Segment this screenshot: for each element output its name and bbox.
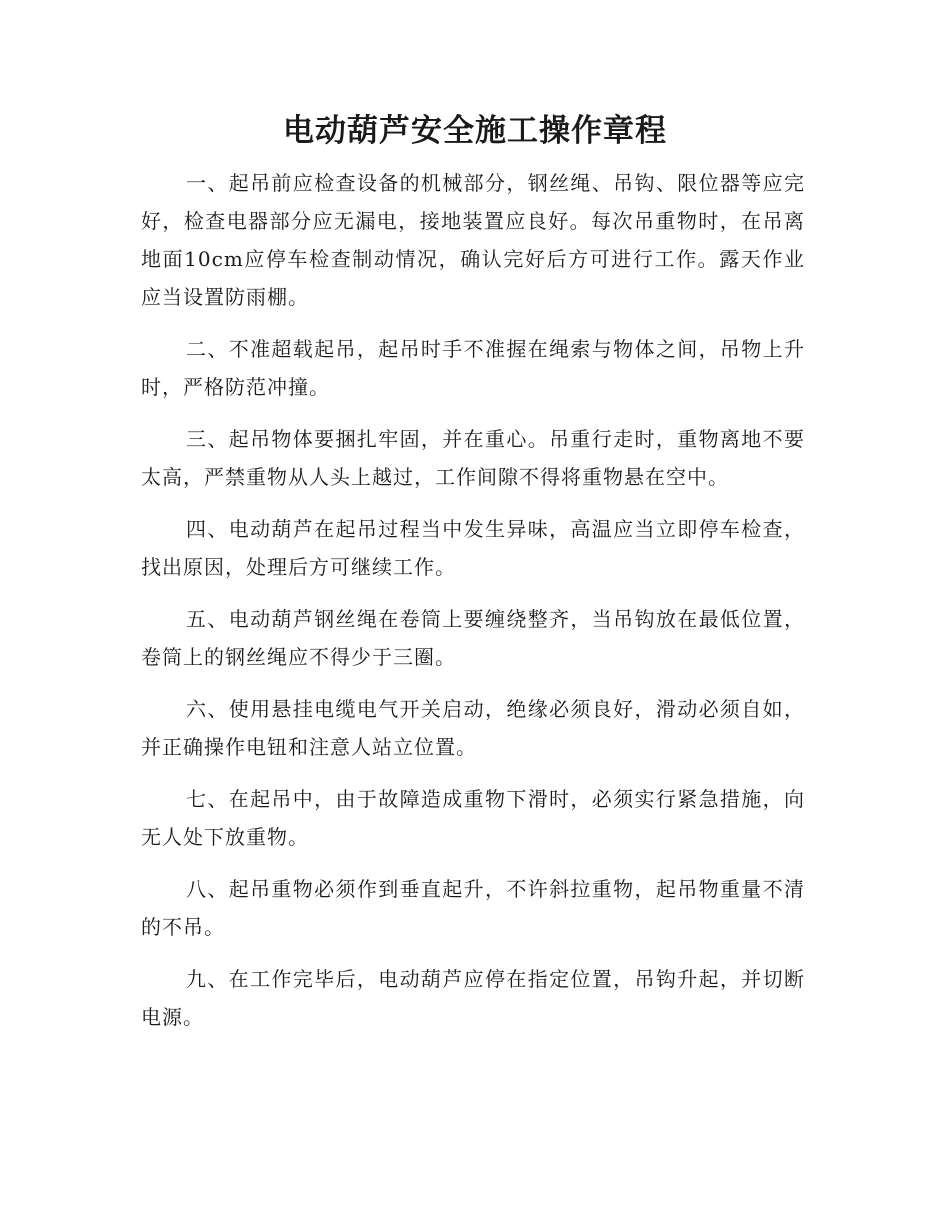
- paragraph-6: 六、使用悬挂电缆电气开关启动，绝缘必须良好，滑动必须自如，并正确操作电钮和注意人站立位置。: [141, 697, 805, 759]
- paragraph-9: 九、在工作完毕后，电动葫芦应停在指定位置，吊钩升起，并切断电源。: [141, 967, 805, 1029]
- paragraph-8: 八、起吊重物必须作到垂直起升，不许斜拉重物，起吊物重量不清的不吊。: [141, 877, 805, 939]
- paragraph-4: 四、电动葫芦在起吊过程当中发生异味，高温应当立即停车检查，找出原因，处理后方可继续工作。: [141, 517, 805, 579]
- paragraph-7: 七、在起吊中，由于故障造成重物下滑时，必须实行紧急措施，向无人处下放重物。: [141, 787, 805, 849]
- paragraph-3: 三、起吊物体要捆扎牢固，并在重心。吊重行走时，重物离地不要太高，严禁重物从人头上越过，工作间隙不得将重物悬在空中。: [141, 427, 805, 489]
- document-title: 电动葫芦安全施工操作章程: [283, 113, 667, 149]
- paragraph-1: 一、起吊前应检查设备的机械部分，钢丝绳、吊钩、限位器等应完好，检查电器部分应无漏电，接地装置应良好。每次吊重物时，在吊离地面10cm应停车检查制动情况，确认完好后方可进行工作。露天作业应当设置防雨棚。: [141, 171, 805, 309]
- paragraph-2: 二、不准超载起吊，起吊时手不准握在绳索与物体之间，吊物上升时，严格防范冲撞。: [141, 337, 805, 399]
- paragraph-5: 五、电动葫芦钢丝绳在卷筒上要缠绕整齐，当吊钩放在最低位置，卷筒上的钢丝绳应不得少于三圈。: [141, 607, 805, 669]
- document-body: [141, 164, 805, 1050]
